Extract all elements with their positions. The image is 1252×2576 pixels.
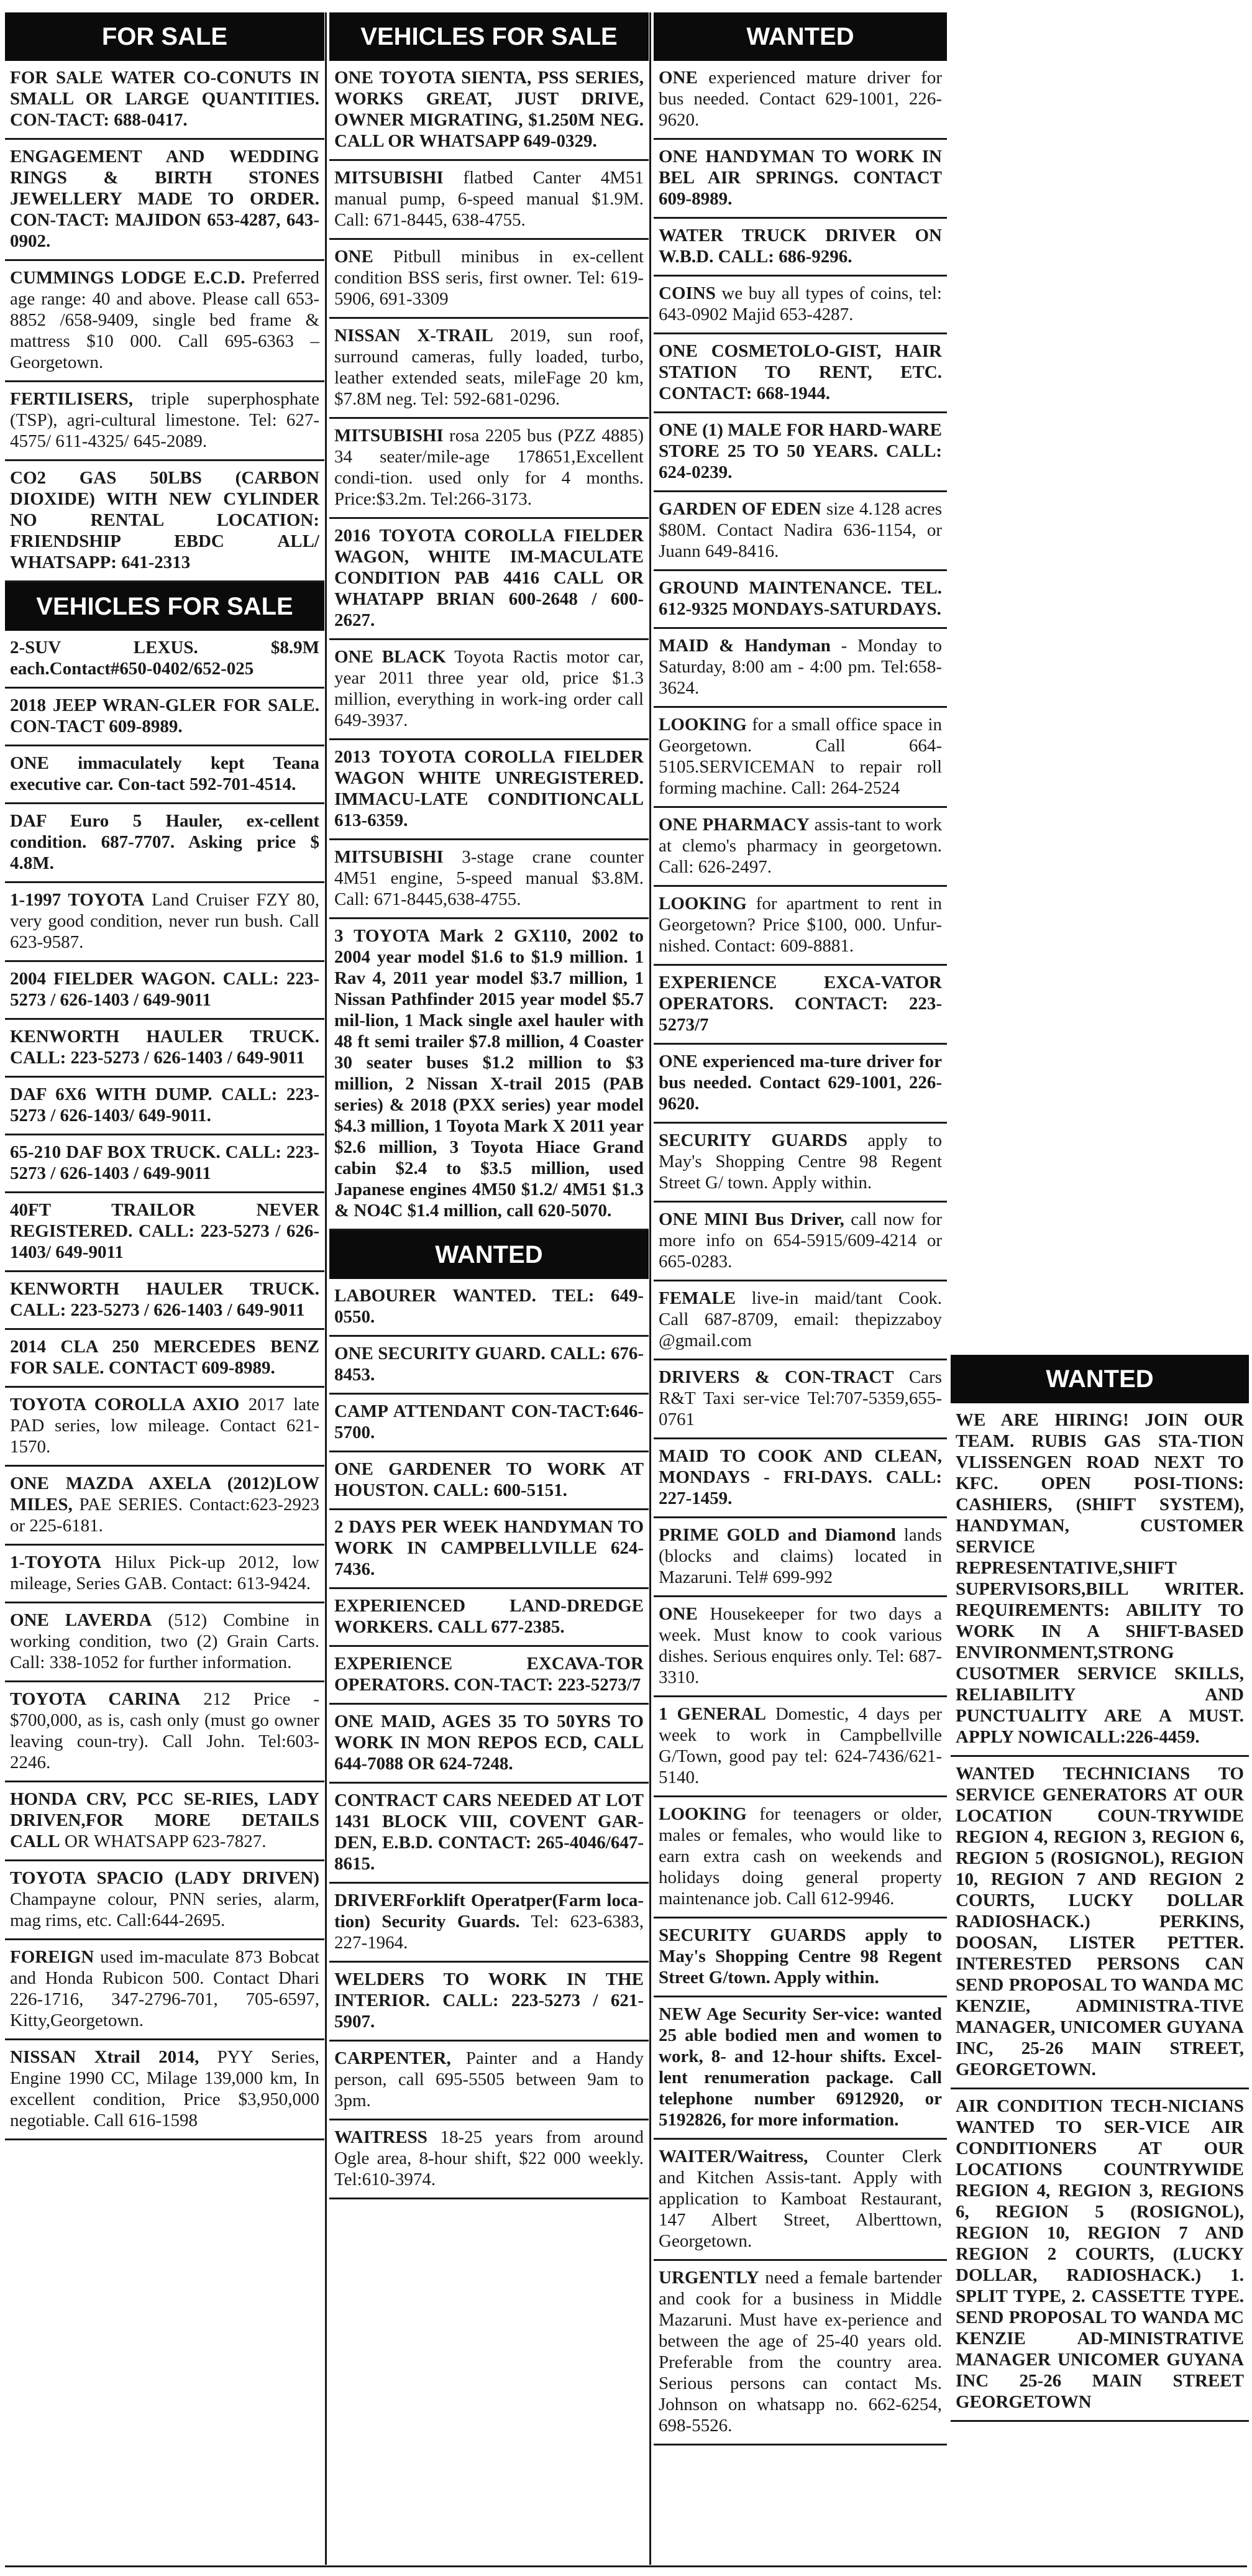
ad-text: ONE TOYOTA SIENTA, PSS SERIES, WORKS GREAT, JUST DRIVE, OWNER MIGRATING, $1.250M NEG. CALL OR WHATSAPP 649-0329. [334,68,644,151]
ad-text: CAMP ATTENDANT CON-TACT:646-5700. [334,1401,644,1442]
classified-ad [654,629,947,708]
classified-ad [654,1797,947,1918]
ad-text: ONE MAID, AGES 35 TO 50YRS TO WORK IN MON REPOS ECD, CALL 644-7088 OR 624-7248. [334,1712,644,1774]
ad-lead: ONE MINI Bus Driver, [659,1209,844,1229]
ad-text: Housekeeper for two days a week. Must know to cook various dishes. Serious enquires only. Tel: 687-3310. [659,1604,942,1687]
ad-text: Preferred age range: 40 and above. Please call 653-8852 /658-9409, single bed frame & mattress $10 000. Call 695-6363 – Georgetown. [10,268,320,372]
classified-ad [654,708,947,808]
classified-ad [329,1337,649,1395]
ad-text: ENGAGEMENT AND WEDDING RINGS & BIRTH STONES JEWELLERY MADE TO ORDER. CON-TACT: MAJIDON 653-4287, 643-0902. [10,147,319,251]
ad-lead: 1-1997 TOYOTA [10,890,145,910]
classified-ad [5,1078,324,1135]
section-header-vehicles-for-sale: VEHICLES FOR SALE [329,12,649,61]
classified-ad [329,1705,649,1784]
ad-lead: MITSUBISHI [334,168,444,188]
classified-ad [329,2120,649,2199]
ad-text: ONE experienced ma-ture driver for bus needed. Contact 629-1001, 226-9620. [659,1052,942,1114]
ad-lead: 1-TOYOTA [10,1552,102,1572]
classified-ad [5,261,324,382]
ad-text: 2019, sun roof, surround cameras, fully loaded, turbo, leather extended seats, mileFage 20 km, $7.8M neg. Tel: 592-681-0296. [334,326,644,409]
ad-text: ONE SECURITY GUARD. CALL: 676-8453. [334,1344,644,1385]
ad-lead: TOYOTA SPACIO (LADY DRIVEN) [10,1868,319,1888]
ad-lead: 1 GENERAL [659,1704,766,1724]
ad-text: (512) Combine in working condition, two (2) Grain Carts. Call: 338-1052 for further information. [10,1610,319,1672]
classified-ad [5,1388,324,1467]
classified-ad [951,1403,1249,1757]
ad-text: SECURITY GUARDS apply to May's Shopping Centre 98 Regent Street G/town. Apply within. [659,1925,942,1987]
ads-list [951,1403,1249,2422]
ad-lead: ONE PHARMACY [659,815,810,835]
classified-ad [329,1647,649,1705]
classified-ad [329,519,649,640]
classified-ad [654,571,947,629]
ad-text: 3 TOYOTA Mark 2 GX110, 2002 to 2004 year model $1.6 to $1.9 million. 1 Rav 4, 2011 year model $3.7 million, 1 Nissan Pathfinder 2015 year model $5.7 mil-lion, 1 Mack single axel hauler with 48 ft semi trailer $7.8 million, 4 Coaster 30 seater buses $1.2 million to $3 million, 2 Nissan X-trail 2015 (PAB series) & 2018 (PXX series) year model $4.3 million, 1 Toyota Mark X 2011 year $2.6 million, 3 Toyota Hiace Grand cabin $2.4 to $3.5 million, used Japanese engines 4M50 $1.2/ 4M51 $1.3 & NO4C $1.4 million, call 620-5070. [334,926,644,1221]
classified-ad [329,1784,649,1884]
ad-text: rosa 2205 bus (PZZ 4885) 34 seater/mile-age 178651,Excellent condi-tion. used only for 4 months. Price:$3.2m. Tel:266-3173. [334,426,644,509]
classified-ad [654,887,947,966]
ad-lead: MITSUBISHI [334,847,444,867]
classified-ad [654,1203,947,1281]
section-header-wanted: WANTED [654,12,947,61]
classified-ad [654,219,947,277]
section-header-vehicles-for-sale: VEHICLES FOR SALE [5,582,324,631]
ad-text: CO2 GAS 50LBS (CARBON DIOXIDE) WITH NEW CYLINDER NO RENTAL LOCATION: FRIENDSHIP EBDC ALL/ WHATSAPP: 641-2313 [10,468,319,572]
ad-text: 2014 CLA 250 MERCEDES BENZ FOR SALE. CONTACT 609-8989. [10,1337,319,1378]
section-header-wanted: WANTED [951,1355,1249,1403]
ad-text: live-in maid/tant Cook. Call 687-8709, email: thepizzaboy @gmail.com [659,1288,942,1350]
ad-lead: LOOKING [659,1804,747,1824]
ads-list [329,1279,649,2199]
ad-lead: MAID & Handyman [659,636,831,656]
ad-text: AIR CONDITION TECH-NICIANS WANTED TO SER-VICE AIR CONDITIONERS AT OUR LOCATIONS COUNTRYWIDE REGION 4, REGION 3, REGIONS 6, REGION 5 (ROSIGNOL), REGION 10, REGION 7 AND REGION 2 COURTS, (LUCKY DOLLAR, RADIOSHACK.) 1. SPLIT TYPE, 2. CASSETTE TYPE. SEND PROPOSAL TO WANDA MC KENZIE AD-MINISTRATIVE MANAGER UNICOMER GUYANA INC 25-26 MAIN STREET GEORGETOWN [956,2096,1244,2412]
classified-ad [5,883,324,962]
ad-lead: CARPENTER, [334,2048,451,2068]
ad-lead: WAITRESS [334,2127,427,2147]
column-divider [325,12,327,2565]
classified-ad [329,2042,649,2120]
ad-lead: FOREIGN [10,1947,94,1967]
ad-lead: NISSAN X-TRAIL [334,326,493,346]
ad-text: need a female bartender and cook for a business in Middle Mazaruni. Must have ex-perience and between the age of 25-40 years old. Preferable from the country area. Serious persons can contact Ms. Johnson on whatsapp no. 662-6254, 698-5526. [659,2268,942,2436]
ad-text: lands (blocks and claims) located in Mazaruni. Tel# 699-992 [659,1525,942,1587]
classified-ad [654,1045,947,1124]
classified-ad [654,1360,947,1439]
ad-text: apply to May's Shopping Centre 98 Regent Street G/ town. Apply within. [659,1130,942,1193]
ad-text: PAE SERIES. Contact:623-2923 or 225-6181. [10,1495,319,1536]
ad-text: PYY Series, Engine 1990 CC, Milage 139,000 km, In excellent condition, Price $3,950,000 negotiable. Call 616-1598 [10,2047,319,2130]
classified-ad [329,419,649,519]
ad-text: DAF Euro 5 Hauler, ex-cellent condition. 687-7707. Asking price $ 4.8M. [10,811,319,873]
ad-text: OR WHATSAPP 623-7827. [60,1831,267,1851]
classified-ad [5,1940,324,2040]
classified-ad [5,689,324,746]
ad-text: - Monday to Saturday, 8:00 am - 4:00 pm. Tel:658-3624. [659,636,942,698]
ad-lead: ONE BLACK [334,647,446,667]
ad-text: ONE COSMETOLO-GIST, HAIR STATION TO RENT, ETC. CONTACT: 668-1944. [659,341,942,403]
ad-text: FOR SALE WATER CO-CONUTS IN SMALL OR LARGE QUANTITIES. CON-TACT: 688-0417. [10,68,319,130]
ad-lead: WAITER/Waitress, [659,2147,808,2166]
ad-lead: ONE [659,68,698,88]
ad-text: 2013 TOYOTA COROLLA FIELDER WAGON WHITE UNREGISTERED. IMMACU-LATE CONDITIONCALL 613-6359. [334,747,644,830]
ad-lead: DRIVERS & CON-TRACT [659,1367,894,1387]
ad-text: WANTED TECHNICIANS TO SERVICE GENERATORS AT OUR LOCATION COUN-TRYWIDE REGION 4, REGION 3, REGION 6, REGION 5 (ROSIGNOL), REGION 10, REGION 7 AND REGION 2 COURTS, LUCKY DOLLAR RADIOSHACK.) PERKINS, DOOSAN, LISTER PETTER. INTERESTED PERSONS CAN SEND PROPOSAL TO WANDA MC KENZIE, ADMINISTRA-TIVE MANAGER, UNICOMER GUYANA INC, 25-26 MAIN STREET, GEORGETOWN. [956,1764,1244,2079]
ad-text: size 4.128 acres $80M. Contact Nadira 636-1154, or Juann 649-8416. [659,499,942,561]
classified-ad [654,61,947,140]
ad-text: Toyota Ractis motor car, year 2011 three year old, price $1.3 million, everything in work-ing order call 649-3937. [334,647,644,730]
classified-ad [329,740,649,840]
ad-text: WATER TRUCK DRIVER ON W.B.D. CALL: 686-9296. [659,226,942,267]
classified-ad [654,2261,947,2445]
ad-text: ONE HANDYMAN TO WORK IN BEL AIR SPRINGS. CONTACT 609-8989. [659,147,942,209]
classified-ad [5,1467,324,1546]
ad-text: ONE immaculately kept Teana executive car. Con-tact 592-701-4514. [10,753,319,794]
ad-text: KENWORTH HAULER TRUCK. CALL: 223-5273 / 626-1403 / 649-9011 [10,1279,319,1320]
ad-text: EXPERIENCE EXCAVA-TOR OPERATORS. CON-TACT: 223-5273/7 [334,1654,644,1695]
ad-text: Hilux Pick-up 2012, low mileage, Series GAB. Contact: 613-9424. [10,1552,319,1593]
ad-text: KENWORTH HAULER TRUCK. CALL: 223-5273 / 626-1403 / 649-9011 [10,1027,319,1068]
ad-lead: TOYOTA COROLLA AXIO [10,1395,240,1414]
ad-lead: DRIVERForklift Operatper(Farm loca-tion) Security Guards. [334,1891,644,1932]
ad-text: 2 DAYS PER WEEK HANDYMAN TO WORK IN CAMPBELLVILLE 624-7436. [334,1517,644,1579]
classified-ad [654,1918,947,1997]
ad-text: 2017 late PAD series, low mileage. Contact 621-1570. [10,1395,319,1457]
ad-lead: ONE [334,247,373,267]
section-header-for-sale: FOR SALE [5,12,324,61]
ad-lead: PRIME GOLD and Diamond [659,1525,896,1545]
ad-text: Champayne colour, PNN series, alarm, mag rims, etc. Call:644-2695. [10,1889,319,1930]
classified-ad [654,1597,947,1697]
classified-ad [329,1452,649,1510]
classified-ad [654,334,947,413]
classified-ad [5,631,324,689]
classified-ad [654,808,947,887]
classified-ad [5,804,324,883]
column-divider [649,12,651,2565]
ad-text: for teenagers or older, males or females, who would like to earn extra cash on weekends and holidays doing general property maintenance job. Call 612-9946. [659,1804,942,1909]
ad-text: Counter Clerk and Kitchen Assis-tant. Apply with application to Kamboat Restaurant, 147 Albert Street, Alberttown, Georgetown. [659,2147,942,2251]
classified-ad [329,1510,649,1589]
ad-lead: ONE [659,1604,698,1624]
ad-text: triple superphosphate (TSP), agri-cultural limestone. Tel: 627-4575/ 611-4325/ 645-2089. [10,389,319,451]
ad-lead: ONE MAZDA AXELA (2012)LOW MILES, [10,1474,319,1515]
ad-text: flatbed Canter 4M51 manual pump, 6-speed manual $1.9M. Call: 671-8445, 638-4755. [334,168,644,230]
classified-ad [5,140,324,261]
classified-ad [5,1020,324,1078]
classified-ad [329,1963,649,2042]
classified-ad [5,2040,324,2140]
ad-lead: FEMALE [659,1288,736,1308]
ad-lead: FERTILISERS, [10,389,134,409]
classified-ad [654,492,947,571]
classified-ad [654,1281,947,1360]
ad-text: ONE (1) MALE FOR HARD-WARE STORE 25 TO 50 YEARS. CALL: 624-0239. [659,420,942,482]
classified-ad [329,919,649,1231]
column-3 [654,12,947,2445]
ads-list [329,61,649,1231]
ad-text: 2004 FIELDER WAGON. CALL: 223-5273 / 626-1403 / 649-9011 [10,969,319,1010]
ad-lead: NISSAN Xtrail 2014, [10,2047,199,2067]
ad-text: LABOURER WANTED. TEL: 649-0550. [334,1286,644,1327]
classified-ad [5,1272,324,1330]
classified-ad [5,1546,324,1603]
classified-ad [654,277,947,334]
column-1 [5,12,324,2140]
ad-lead: ONE LAVERDA [10,1610,152,1630]
ad-text: EXPERIENCE EXCA-VATOR OPERATORS. CONTACT: 223-5273/7 [659,973,942,1035]
ad-lead: LOOKING [659,715,747,735]
classified-ad [5,382,324,461]
classified-ad [5,1861,324,1940]
classified-ad [5,461,324,582]
classified-ad [5,1135,324,1193]
classified-ad [654,966,947,1045]
classified-ad [329,61,649,161]
ad-lead: MITSUBISHI [334,426,444,446]
ad-text: NEW Age Security Ser-vice: wanted 25 able bodied men and women to work, 8- and 12-hour shifts. Excel-lent renumeration package. Call telephone number 6912920, or 5192826, for more information. [659,2004,942,2130]
classified-ad [329,1279,649,1337]
classified-ad [654,140,947,219]
ad-text: 212 Price - $700,000, as is, cash only (must go owner leaving coun-try). Call John. Tel:603-2246. [10,1689,319,1772]
ad-text: 2018 JEEP WRAN-GLER FOR SALE. CON-TACT 609-8989. [10,695,319,736]
ad-text: for apartment to rent in Georgetown? Price $100, 000. Unfur-nished. Contact: 609-8881. [659,894,942,956]
ad-lead: GARDEN OF EDEN [659,499,821,519]
ad-lead: COINS [659,283,716,303]
ad-text: ONE GARDENER TO WORK AT HOUSTON. CALL: 600-5151. [334,1459,644,1500]
ad-text: Domestic, 4 days per week to work in Campbellville G/Town, good pay tel: 624-7436/621-5140. [659,1704,942,1787]
classified-ad [329,640,649,740]
classified-ad [5,1682,324,1782]
classified-ad [329,840,649,919]
ad-text: 3-stage crane counter 4M51 engine, 5-speed manual $3.8M. Call: 671-8445,638-4755. [334,847,644,909]
ad-lead: HONDA CRV, PCC SE-RIES, LADY DRIVEN,FOR MORE DETAILS CALL [10,1789,319,1851]
classified-ad [329,1589,649,1647]
ad-text: experienced mature driver for bus needed. Contact 629-1001, 226-9620. [659,68,942,130]
ad-text: 2016 TOYOTA COROLLA FIELDER WAGON, WHITE IM-MACULATE CONDITION PAB 4416 CALL OR WHATAPP BRIAN 600-2648 / 600-2627. [334,526,644,630]
column-2 [329,12,649,2199]
ad-text: 65-210 DAF BOX TRUCK. CALL: 223-5273 / 626-1403 / 649-9011 [10,1142,319,1183]
classified-ad [329,1884,649,1963]
ad-text: MAID TO COOK AND CLEAN, MONDAYS - FRI-DAYS. CALL: 227-1459. [659,1446,942,1508]
classified-ad [5,1782,324,1861]
ad-text: Tel: 623-6383, 227-1964. [334,1912,644,1953]
classified-ad [654,1124,947,1203]
ad-lead: URGENTLY [659,2268,759,2288]
ad-text: call now for more info on 654-5915/609-4214 or 665-0283. [659,1209,942,1272]
ads-list [654,61,947,2445]
classified-ad [5,962,324,1020]
classified-ad [5,1603,324,1682]
classified-ad [329,1395,649,1452]
ad-text: used im-maculate 873 Bobcat and Honda Rubicon 500. Contact Dhari 226-1716, 347-2796-701, 705-6597, Kitty,Georgetown. [10,1947,319,2030]
ad-text: assis-tant to work at clemo's pharmacy in georgetown. Call: 626-2497. [659,815,943,877]
ad-text: WE ARE HIRING! JOIN OUR TEAM. RUBIS GAS STA-TION VLISSENGEN ROAD NEXT TO KFC. OPEN POSI-TIONS: CASHIERS, (SHIFT SYSTEM), HANDYMAN, CUSTOMER SERVICE REPRESENTATIVE,SHIFT SUPERVISORS,BILL WRITER. REQUIREMENTS: ABILITY TO WORK IN A SHIFT-BASED ENVIRONMENT,STRONG CUSOTMER SERVICE SKILLS, RELIABILITY AND PUNCTUALITY ARE A MUST. APPLY NOWICALL:226-4459. [956,1410,1244,1747]
ad-text: WELDERS TO WORK IN THE INTERIOR. CALL: 223-5273 / 621-5907. [334,1969,644,2032]
classified-ad [654,1518,947,1597]
ad-lead: LOOKING [659,894,747,914]
classified-ad [329,240,649,319]
classified-ad [5,1193,324,1272]
ad-text: DAF 6X6 WITH DUMP. CALL: 223-5273 / 626-1403/ 649-9011. [10,1084,319,1125]
classified-ad [654,1697,947,1797]
bottom-rule [5,2565,1247,2567]
ad-text: Pitbull minibus in ex-cellent condition BSS seris, first owner. Tel: 619-5906, 691-3309 [334,247,644,309]
classified-ad [654,1439,947,1518]
ad-lead: TOYOTA CARINA [10,1689,181,1709]
ads-list [5,631,324,2140]
ad-text: Land Cruiser FZY 80, very good condition, never run bush. Call 623-9587. [10,890,319,952]
classified-ad [329,161,649,240]
ads-list [5,61,324,582]
section-header-wanted: WANTED [329,1231,649,1279]
classified-ad [654,2140,947,2261]
ad-lead: CUMMINGS LODGE E.C.D. [10,268,245,288]
classified-ad [5,1330,324,1388]
ad-text: CONTRACT CARS NEEDED AT LOT 1431 BLOCK VIII, COVENT GAR-DEN, E.B.D. CONTACT: 265-4046/647-8615. [334,1790,644,1874]
ad-text: 2-SUV LEXUS. $8.9M each.Contact#650-0402/652-025 [10,638,319,679]
ad-text: for a small office space in Georgetown. Call 664-5105.SERVICEMAN to repair roll forming machine. Call: 264-2524 [659,715,942,798]
classified-ad [951,2089,1249,2422]
ad-text: 18-25 years from around Ogle area, 8-hour shift, $22 000 weekly. Tel:610-3974. [334,2127,644,2189]
ad-text: Cars R&T Taxi ser-vice Tel:707-5359,655-0761 [659,1367,942,1429]
classified-ad [5,746,324,804]
ad-text: 40FT TRAILOR NEVER REGISTERED. CALL: 223-5273 / 626-1403/ 649-9011 [10,1200,319,1262]
classified-ad [654,413,947,492]
classified-ad [5,61,324,140]
ad-text: we buy all types of coins, tel: 643-0902 Majid 653-4287. [659,283,942,324]
ad-lead: SECURITY GUARDS [659,1130,848,1150]
ad-text: EXPERIENCED LAND-DREDGE WORKERS. CALL 677-2385. [334,1596,644,1637]
column-4 [951,1355,1249,2422]
classified-ad [329,319,649,419]
ad-text: GROUND MAINTENANCE. TEL. 612-9325 MONDAYS-SATURDAYS. [659,578,942,619]
ad-text: Painter and a Handy person, call 695-5505 between 9am to 3pm. [334,2048,644,2111]
classified-ad [951,1757,1249,2089]
classified-ad [654,1997,947,2140]
